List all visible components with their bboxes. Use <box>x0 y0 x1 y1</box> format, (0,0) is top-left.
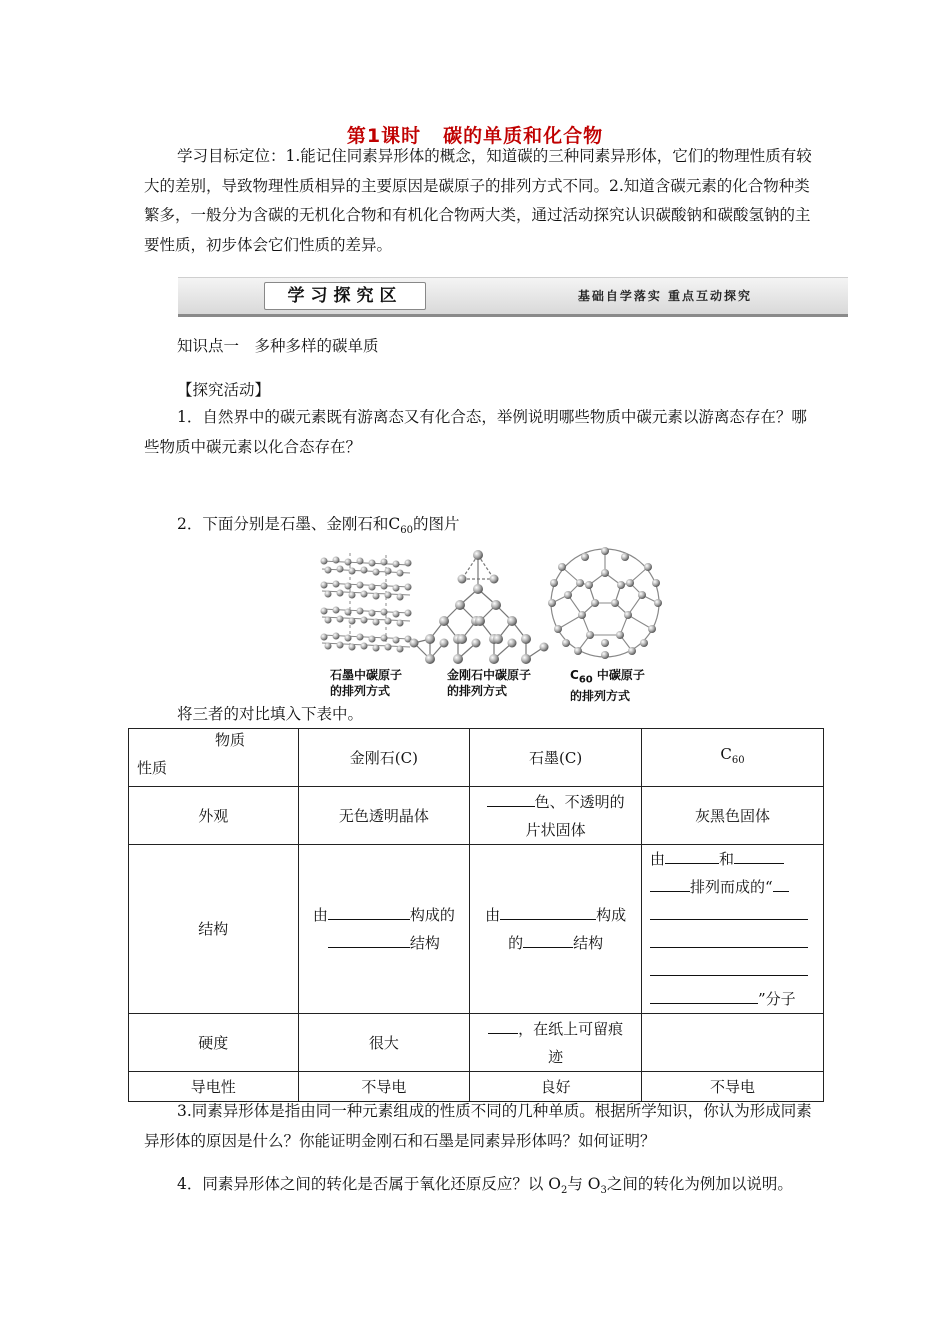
banner-subtitle: 基础自学落实 重点互动探究 <box>577 289 752 303</box>
question-4-sub2: 3 <box>600 1185 607 1197</box>
hardness-graphite <box>470 1014 642 1072</box>
blank[interactable] <box>734 845 784 864</box>
structure-diamond-c: 结构 <box>409 934 440 952</box>
table-row-structure <box>129 845 824 1014</box>
diamond-caption-line1: 金刚石中碳原子 <box>447 668 532 682</box>
structure-label: 结构 <box>129 845 299 1014</box>
structure-graphite-d: 结构 <box>573 934 604 952</box>
blank[interactable] <box>650 957 808 976</box>
structure-graphite-b: 构成 <box>596 906 627 924</box>
question-4-b: 与 O <box>567 1175 601 1193</box>
structure-graphite <box>470 845 642 1014</box>
question-2-text: 2．下面分别是石墨、金刚石和C <box>177 515 401 533</box>
header-diamond: 金刚石(C) <box>298 729 470 787</box>
blank[interactable] <box>328 901 410 920</box>
structure-c60 <box>642 845 824 1014</box>
conductivity-diamond: 不导电 <box>298 1072 470 1102</box>
graphite-structure-image <box>321 553 412 653</box>
structure-c60-a: 由 <box>650 850 666 868</box>
c60-caption <box>570 667 645 704</box>
corner-top: 物质 <box>215 731 246 749</box>
c60-structure-image <box>548 547 662 659</box>
structure-c60-b: 和 <box>719 850 735 868</box>
corner-bottom: 性质 <box>137 759 168 777</box>
banner-tab: 学习探究区 <box>264 282 426 310</box>
section-banner <box>178 277 848 317</box>
appearance-graphite-a: 色、不透明的 <box>534 792 625 811</box>
question-2 <box>177 512 459 536</box>
conductivity-c60: 不导电 <box>642 1072 824 1102</box>
question-4-c: 之间的转化为例加以说明。 <box>606 1175 793 1193</box>
question-4-a: 4．同素异形体之间的转化是否属于氧化还原反应？以 O <box>177 1175 561 1193</box>
header-c60-c: C <box>720 745 732 763</box>
hardness-c60 <box>642 1014 824 1072</box>
table-header-row <box>129 729 824 787</box>
blank[interactable] <box>650 873 690 892</box>
structure-c60-d: ”分子 <box>758 990 796 1008</box>
header-c60-sub: 60 <box>731 755 745 766</box>
structure-diamond-b: 构成的 <box>409 906 455 924</box>
structure-graphite-a: 由 <box>485 906 501 924</box>
table-intro: 将三者的对比填入下表中。 <box>177 705 364 723</box>
graphite-caption-line1: 石墨中碳原子 <box>330 668 403 682</box>
blank[interactable] <box>650 929 808 948</box>
hardness-graphite-a: ，在纸上可留痕 <box>518 1019 624 1038</box>
c60-caption-c: C <box>570 668 579 682</box>
table-corner-cell <box>129 729 299 787</box>
table-row-hardness <box>129 1014 824 1072</box>
blank[interactable] <box>487 788 535 807</box>
question-1-text: 1．自然界中的碳元素既有游离态又有化合态，举例说明哪些物质中碳元素以游离态存在？哪些物质中碳元素以化合态存在？ <box>144 408 807 456</box>
blank[interactable] <box>665 845 719 864</box>
question-4 <box>144 1170 814 1206</box>
blank[interactable] <box>328 929 410 948</box>
diamond-caption-line2: 的排列方式 <box>447 684 508 698</box>
hardness-diamond: 很大 <box>298 1014 470 1072</box>
appearance-label: 外观 <box>129 787 299 845</box>
blank[interactable] <box>650 985 758 1004</box>
objectives-paragraph <box>144 142 814 260</box>
activity-heading: 【探究活动】 <box>177 381 271 399</box>
blank[interactable] <box>523 929 573 948</box>
question-2-tail: 的图片 <box>412 515 460 533</box>
appearance-graphite-b: 片状固体 <box>525 820 586 839</box>
blank[interactable] <box>488 1015 518 1034</box>
diamond-structure-image <box>410 550 549 664</box>
graphite-caption <box>330 667 402 699</box>
c60-caption-line2: 的排列方式 <box>570 689 631 704</box>
question-3-text: 3.同素异形体是指由同一种元素组成的性质不同的几种单质。根据所学知识，你认为形成同素异形体的原因是什么？你能证明金刚石和石墨是同素异形体吗？如何证明？ <box>144 1102 812 1150</box>
structure-graphite-c: 的 <box>508 934 524 952</box>
blank[interactable] <box>650 901 808 920</box>
header-c60 <box>642 729 824 787</box>
section-heading: 知识点一 多种多样的碳单质 <box>177 337 379 355</box>
c60-caption-sub: 60 <box>578 674 593 686</box>
appearance-diamond: 无色透明晶体 <box>298 787 470 845</box>
header-graphite: 石墨(C) <box>470 729 642 787</box>
structure-c60-c: 排列而成的“ <box>690 878 773 896</box>
conductivity-graphite: 良好 <box>470 1072 642 1102</box>
title-part1: 第1课时 <box>346 125 422 147</box>
question-1 <box>144 403 814 462</box>
question-2-sub: 60 <box>400 525 413 537</box>
objectives-text: 学习目标定位：1.能记住同素异形体的概念，知道碳的三种同素异形体，它们的物理性质有较大的差别，导致物理性质相异的主要原因是碳原子的排列方式不同。2.知道含碳元素的化合物种类繁多，一般分为含碳的无机化合物和有机化合物两大类，通过活动探究认识碳酸钠和碳酸氢钠的主要性质，初步体会它们性质的差异。 <box>144 147 812 254</box>
diamond-caption <box>447 667 531 699</box>
title-part2: 碳的单质和化合物 <box>443 125 604 147</box>
comparison-table <box>128 728 824 1102</box>
hardness-graphite-b: 迹 <box>548 1047 564 1066</box>
graphite-caption-line2: 的排列方式 <box>330 684 391 698</box>
structure-diamond-a: 由 <box>312 906 328 924</box>
blank[interactable] <box>500 901 596 920</box>
blank[interactable] <box>773 873 789 892</box>
structure-diamond <box>298 845 470 1014</box>
appearance-graphite <box>470 787 642 845</box>
table-row-appearance <box>129 787 824 845</box>
appearance-c60: 灰黑色固体 <box>642 787 824 845</box>
conductivity-label: 导电性 <box>129 1072 299 1102</box>
c60-caption-rest: 中碳原子 <box>592 668 645 682</box>
hardness-label: 硬度 <box>129 1014 299 1072</box>
question-3 <box>144 1097 814 1156</box>
question-4-sub1: 2 <box>561 1185 568 1197</box>
